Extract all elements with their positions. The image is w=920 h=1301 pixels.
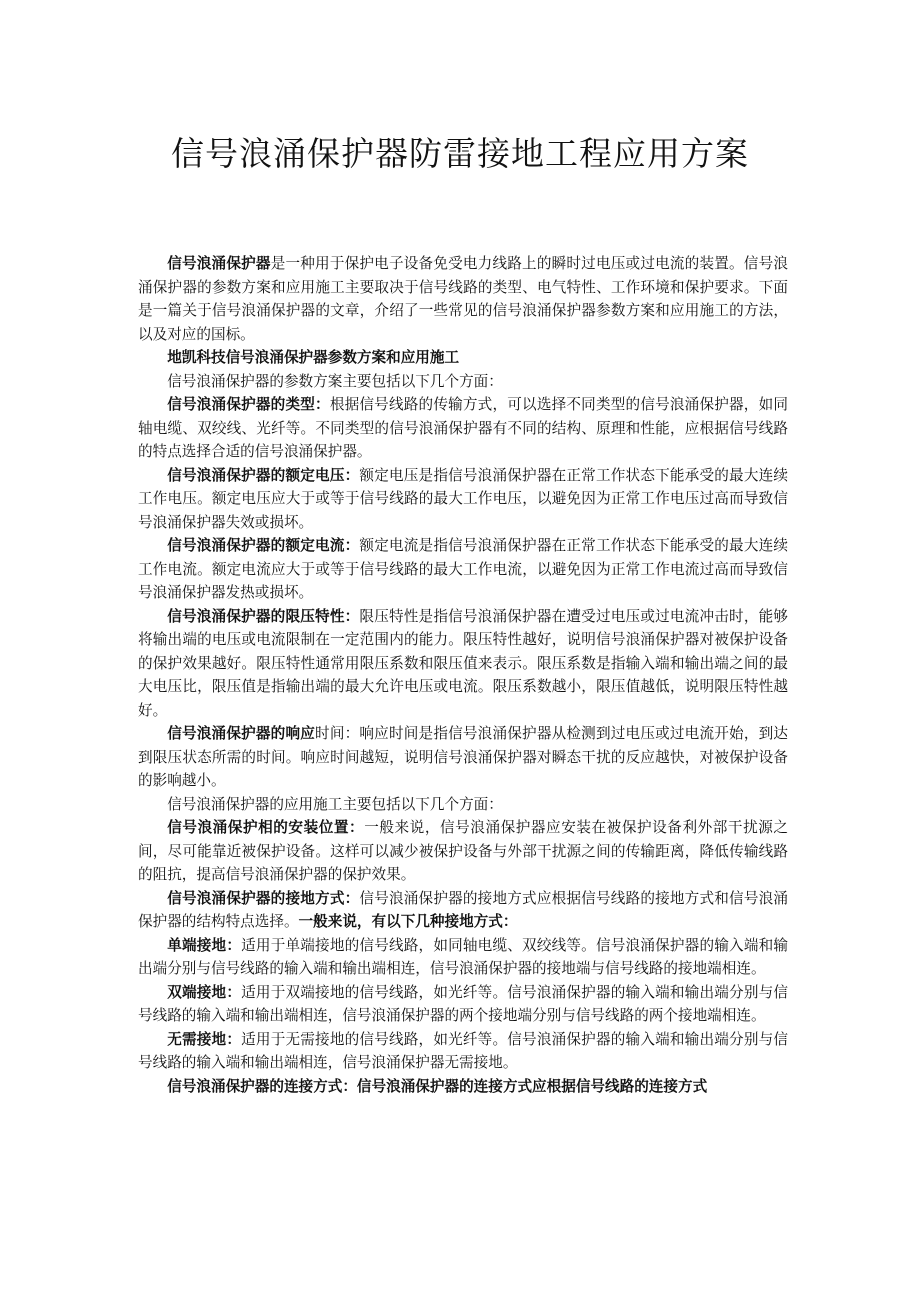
bold-term: 信号浪涌保护相的安装位置： xyxy=(167,819,365,836)
bold-term: 信号浪涌保护器的额定电压： xyxy=(167,466,360,484)
paragraph-text: 适用于单端接地的信号线路，如同轴电缆、双绞线等。信号浪涌保护器的输入端和输出端分别与信号线路的输入端和输出端相连，信号浪涌保护器的接地端与信号线路的接地端相连。 xyxy=(138,936,788,977)
paragraph-text: 适用于无需接地的信号线路，如光纤等。信号浪涌保护器的输入端和输出端分别与信号线路的输入端和输出端相连，信号浪涌保护器无需接地。 xyxy=(138,1030,788,1071)
bold-term: 双端接地： xyxy=(167,983,242,1001)
bold-term: 信号浪涌保护器 xyxy=(167,255,271,272)
paragraph-text: 根据信号线路的传输方式，可以选择不同类型的信号浪涌保护器，如同轴电缆、双绞线、光纤等。不同类型的信号浪涌保护器有不同的结构、原理和性能，应根据信号线路的特点选择合适的信号浪涌保护器。 xyxy=(138,396,788,460)
section-heading xyxy=(138,346,788,370)
paragraph-text: 信号浪涌保护器的应用施工主要包括以下几个方面： xyxy=(167,795,503,813)
paragraph-limit-voltage xyxy=(138,605,788,723)
paragraph-type xyxy=(138,393,788,464)
bold-term-trailing: 一般来说，有以下几种接地方式： xyxy=(298,913,518,930)
paragraph-text: 信号浪涌保护器的参数方案主要包括以下几个方面： xyxy=(167,372,503,390)
bold-term: 单端接地： xyxy=(167,936,242,954)
bold-term: 信号浪涌保护器的额定电流： xyxy=(167,537,360,554)
bold-term: 信号浪涌保护器的接地方式： xyxy=(167,889,360,907)
paragraph-param-intro xyxy=(138,370,788,394)
paragraph-install-position xyxy=(138,816,788,887)
paragraph-text: 额定电压是指信号浪涌保护器在正常工作状态下能承受的最大连续工作电压。额定电压应大于或等于信号线路的最大工作电压，以避免因为正常工作电压过高而导致信号浪涌保护器失效或损坏。 xyxy=(138,466,788,531)
paragraph-text: 是一种用于保护电子设备免受电力线路上的瞬时过电压或过电流的装置。信号浪涌保护器的参数方案和应用施工主要取决于信号线路的类型、电气特性、工作环境和保护要求。下面是一篇关于信号浪涌保护器的文章，介绍了一些常见的信号浪涌保护器参数方案和应用施工的方法，以及对应的国标。 xyxy=(138,255,788,343)
paragraph-connection xyxy=(138,1075,788,1099)
paragraph-install-intro xyxy=(138,793,788,817)
bold-term: 信号浪涌保护器的连接方式：信号浪涌保护器的连接方式应根据信号线路的连接方式 xyxy=(167,1077,708,1095)
bold-term: 地凯科技信号浪涌保护器参数方案和应用施工 xyxy=(167,349,460,366)
paragraph-rated-voltage xyxy=(138,464,788,535)
bold-term: 信号浪涌保护器的响应 xyxy=(167,725,316,742)
paragraph-intro xyxy=(138,252,788,346)
paragraph-text: 额定电流是指信号浪涌保护器在正常工作状态下能承受的最大连续工作电流。额定电流应大于或等于信号线路的最大工作电流，以避免因为正常工作电流过高而导致信号浪涌保护器发热或损坏。 xyxy=(138,537,788,601)
document-body xyxy=(138,252,788,1098)
bold-term: 信号浪涌保护器的类型： xyxy=(167,396,330,413)
paragraph-text: 适用于双端接地的信号线路，如光纤等。信号浪涌保护器的输入端和输出端分别与信号线路的输入端和输出端相连，信号浪涌保护器的两个接地端分别与信号线路的两个接地端相连。 xyxy=(138,983,788,1024)
paragraph-response-time xyxy=(138,722,788,793)
paragraph-rated-current xyxy=(138,534,788,605)
bold-term: 信号浪涌保护器的限压特性： xyxy=(167,607,360,625)
paragraph-text: 信号浪涌保护器的接地方式应根据信号线路的接地方式和信号浪涌保护器的结构特点选择。 xyxy=(138,889,788,930)
paragraph-grounding xyxy=(138,887,788,934)
paragraph-single-ground xyxy=(138,934,788,981)
document-title: 信号浪涌保护器防雷接地工程应用方案 xyxy=(171,134,749,173)
paragraph-double-ground xyxy=(138,981,788,1028)
bold-term: 无需接地： xyxy=(167,1030,242,1048)
paragraph-text: 限压特性是指信号浪涌保护器在遭受过电压或过电流冲击时，能够将输出端的电压或电流限制在一定范围内的能力。限压特性越好，说明信号浪涌保护器对被保护设备的保护效果越好。限压特性通常用限压系数和限压值来表示。限压系数是指输入端和输出端之间的最大电压比，限压值是指输出端的最大允许电压或电流。限压系数越小，限压值越低，说明限压特性越好。 xyxy=(138,607,788,719)
paragraph-no-ground xyxy=(138,1028,788,1075)
paragraph-text: 一般来说，信号浪涌保护器应安装在被保护设备利外部干扰源之间，尽可能靠近被保护设备。这样可以减少被保护设备与外部干扰源之间的传输距离，降低传输线路的阻抗，提高信号浪涌保护器的保护效果。 xyxy=(138,819,788,883)
paragraph-text: 时间：响应时间是指信号浪涌保护器从检测到过电压或过电流开始，到达到限压状态所需的时间。响应时间越短，说明信号浪涌保护器对瞬态干扰的反应越快，对被保护设备的影响越小。 xyxy=(138,725,788,789)
